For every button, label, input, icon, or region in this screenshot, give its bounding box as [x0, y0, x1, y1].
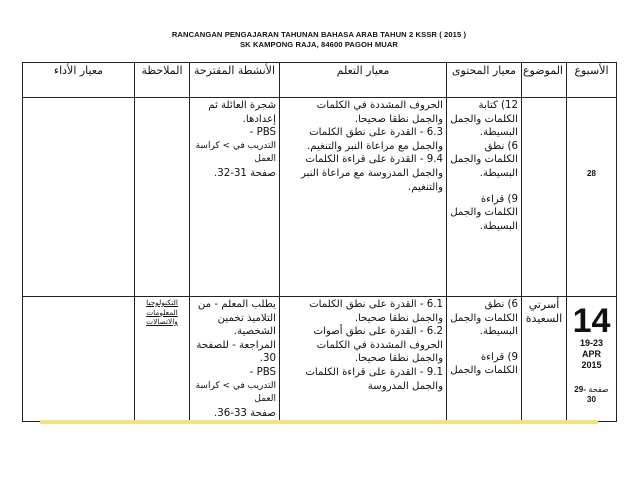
table-header-row — [23, 63, 617, 98]
learning-item: 9.1 - القدرة على قراءة الكلمات والجمل المدروسة — [305, 366, 443, 392]
header-topic: الموضوع — [522, 63, 567, 98]
activity-item: التدريب في > كراسة العمل — [195, 380, 276, 405]
week-page-value: 29-30 — [574, 385, 596, 404]
activity-item: PBS - — [249, 127, 276, 139]
content-standard-cell — [447, 98, 522, 297]
week-number: 28 — [587, 169, 596, 178]
topic-cell — [522, 98, 567, 297]
header-content-standard: معيار المحتوى — [447, 63, 522, 98]
header-week: الأسبوع — [567, 63, 617, 98]
header-learning-standard: معيار التعلم — [280, 63, 447, 98]
week-dates: 19-23 — [579, 338, 604, 348]
content-standard-cell — [447, 297, 522, 422]
table-row — [23, 98, 617, 297]
learning-item: 6.2 - القدرة على نطق أصوات الحروف المشددة في الكلمات والجمل نطقا صحيحا. — [313, 326, 443, 365]
page-divider — [40, 420, 598, 424]
performance-cell — [23, 297, 135, 422]
content-item: 6) نطق الكلمات والجمل البسيطة. — [450, 140, 518, 179]
week-month: APR — [581, 349, 601, 359]
table-row — [23, 297, 617, 422]
week-page-label: صفحة — [588, 385, 609, 394]
learning-item: 6.1 - القدرة على نطق الكلمات والجمل نطقا صحيحا. — [309, 299, 443, 324]
header-performance-standard: معيار الأداء — [23, 63, 135, 98]
activity-item: التدريب في > كراسة العمل — [195, 140, 276, 165]
lesson-plan-table — [22, 62, 617, 422]
activity-item: صفحة 31-32. — [214, 167, 276, 179]
learning-item: 6.3 - القدرة على نطق الكلمات والجمل مع مراعاة النبر والتنغيم. — [306, 127, 443, 152]
week-number: 14 — [572, 302, 611, 340]
content-item: 9) قراءة الكلمات والجمل البسيطة. — [450, 193, 518, 232]
activities-cell — [190, 297, 280, 422]
activity-item: المراجعة - للصفحة 30. — [196, 339, 276, 365]
activity-item: يطلب المعلم - من التلاميذ تخمين الشخصية. — [197, 299, 276, 338]
activity-item: PBS - — [249, 366, 276, 378]
learning-item: الحروف المشددة في الكلمات والجمل نطقا صحيحا. — [316, 100, 443, 125]
content-item: 6) نطق الكلمات والجمل البسيطة. — [450, 299, 518, 338]
activity-item: شجرة العائلة ثم إعدادها. — [208, 100, 276, 125]
topic-cell: أسرتي السعيدة — [522, 297, 567, 422]
learning-standard-cell — [280, 98, 447, 297]
header-activities: الأنشطة المقترحة — [190, 63, 280, 98]
week-year: 2015 — [581, 360, 602, 370]
week-cell — [567, 98, 617, 297]
notes-cell — [135, 98, 190, 297]
performance-cell — [23, 98, 135, 297]
activities-cell — [190, 98, 280, 297]
week-cell — [567, 297, 617, 422]
activity-item: صفحة 33-36. — [214, 407, 276, 419]
week-page-ref — [570, 385, 613, 405]
learning-standard-cell — [280, 297, 447, 422]
content-item: 12) كتابة الكلمات والجمل البسيطة. — [450, 100, 518, 139]
learning-item: 9.4 - القدرة على قراءة الكلمات والجمل المدروسة مع مراعاة النبر والتنغيم. — [300, 154, 443, 193]
notes-cell — [135, 297, 190, 422]
school-address: SK KAMPONG RAJA, 84600 PAGOH MUAR — [239, 40, 398, 49]
header-notes: الملاحظة — [135, 63, 190, 98]
content-item: 9) قراءة الكلمات والجمل — [450, 351, 518, 377]
document-title: RANCANGAN PENGAJARAN TAHUNAN BAHASA ARAB TAHUN 2 KSSR ( 2015 ) — [171, 30, 467, 39]
ict-note: التكنولوجيا المعلومات والاتصالات — [146, 298, 178, 326]
